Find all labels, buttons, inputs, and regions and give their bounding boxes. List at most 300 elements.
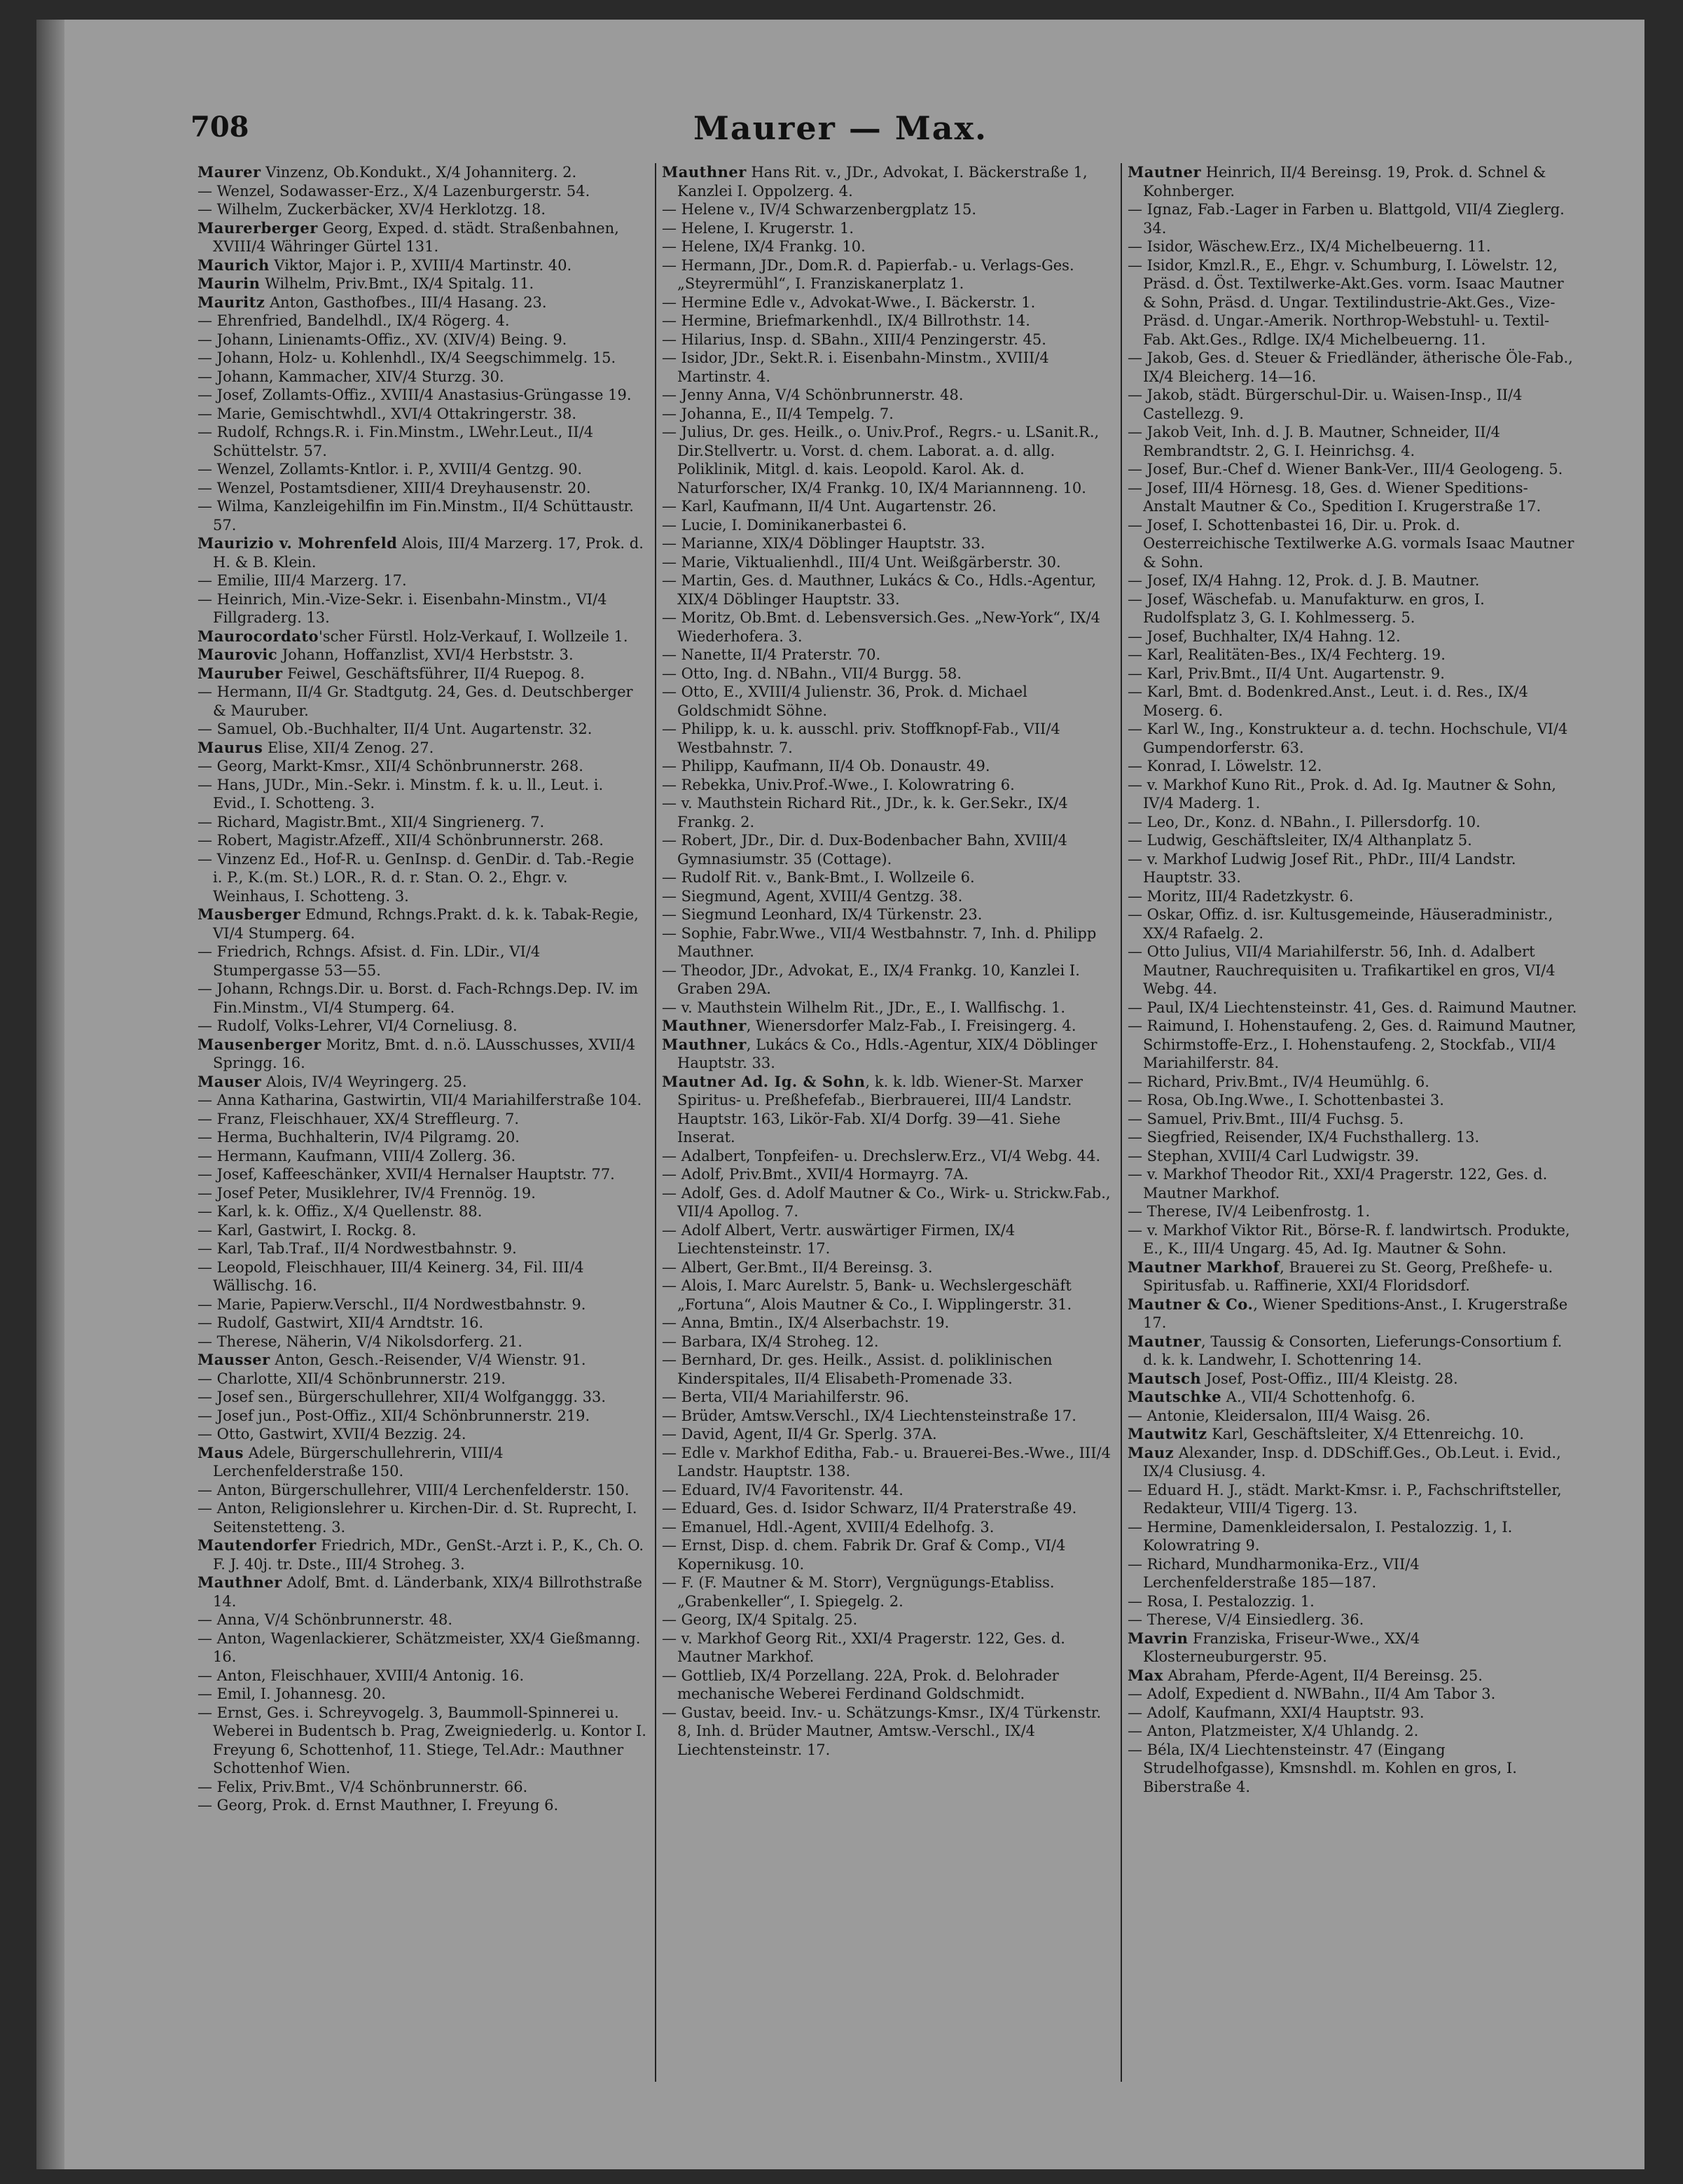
entry-text: — Robert, JDr., Dir. d. Dux-Bodenbacher Bahn, XVIII/4 Gymnasiumstr. 35 (Cottage). [662, 832, 1067, 868]
directory-entry [662, 349, 1111, 386]
entry-text: — Ehrenfried, Bandelhdl., IX/4 Rögerg. 4. [198, 312, 510, 329]
directory-entry [1128, 1741, 1577, 1797]
directory-entry [662, 924, 1111, 961]
directory-entry [198, 1110, 647, 1129]
directory-entry [662, 1611, 1111, 1629]
directory-entry [662, 1073, 1111, 1147]
directory-entry [1128, 776, 1577, 813]
directory-entry [198, 1036, 647, 1073]
directory-entry [1128, 757, 1577, 776]
entry-text: — Therese, IV/4 Leibenfrostg. 1. [1128, 1203, 1371, 1220]
directory-entry [198, 831, 647, 850]
directory-entry [198, 571, 647, 590]
entry-text: — Josef, Wäschefab. u. Manufakturw. en gros, I. Rudolfsplatz 3, G. I. Kohlmesserg. 5. [1128, 590, 1485, 626]
entry-text: — Siegmund, Agent, XVIII/4 Gentzg. 38. [662, 887, 963, 905]
directory-entry [1128, 1685, 1577, 1704]
entry-text: — Otto Julius, VII/4 Mariahilferstr. 56, Inh. d. Adalbert Mautner, Rauchrequisiten u. Trafikartikel en gros, VI/4 Webg. 44. [1128, 943, 1556, 997]
entry-surname: Mausser [198, 1351, 270, 1368]
entry-text: Georg, Exped. d. städt. Straßenbahnen, XVIII/4 Währinger Gürtel 131. [213, 219, 619, 255]
entry-text: Feiwel, Geschäftsführer, II/4 Ruepog. 8. [282, 665, 585, 682]
entry-text: — Eduard H. J., städt. Markt-Kmsr. i. P., Fachschriftsteller, Redakteur, VIII/4 Tigerg. 13. [1128, 1481, 1562, 1517]
directory-entry [662, 1351, 1111, 1388]
entry-text: — Georg, IX/4 Spitalg. 25. [662, 1611, 858, 1628]
entry-text: — Leo, Dr., Konz. d. NBahn., I. Pillersdorfg. 10. [1128, 813, 1481, 830]
entry-text: — Johann, Kammacher, XIV/4 Sturzg. 30. [198, 368, 504, 385]
entry-text: — Rudolf, Volks-Lehrer, VI/4 Corneliusg. 8. [198, 1017, 518, 1034]
entry-surname: Mautendorfer [198, 1536, 317, 1554]
directory-entry [198, 182, 647, 201]
directory-entry [662, 720, 1111, 757]
entry-text: — Josef, Bur.-Chef d. Wiener Bank-Ver., III/4 Geologeng. 5. [1128, 461, 1563, 478]
entry-text: — Helene, I. Krugerstr. 1. [662, 219, 854, 237]
entry-text: — Eduard, IV/4 Favoritenstr. 44. [662, 1481, 903, 1498]
entry-text: — Franz, Fleischhauer, XX/4 Streffleurg. 7. [198, 1110, 520, 1127]
entry-text: , Brauerei zu St. Georg, Preßhefe- u. Spiritusfab. u. Raffinerie, XXI/4 Floridsdorf. [1143, 1258, 1553, 1294]
entry-text: , k. k. ldb. Wiener-St. Marxer Spiritus- u. Preßhefefab., Bierbrauerei, III/4 Landstr. Hauptstr. 163, Likör-Fab. XI/4 Dorfg. 39—41. Siehe Inserat. [677, 1073, 1083, 1146]
entry-surname: Mauritz [198, 293, 265, 311]
entry-surname: Mautwitz [1128, 1425, 1207, 1442]
directory-entry [662, 553, 1111, 572]
entry-text: — Hermine, Damenkleidersalon, I. Pestalozzig. 1, I. Kolowratring 9. [1128, 1518, 1513, 1554]
entry-text: — Anton, Bürgerschullehrer, VIII/4 Lerchenfelderstr. 150. [198, 1481, 630, 1498]
entry-surname: Mauser [198, 1072, 262, 1090]
directory-entry [662, 794, 1111, 831]
directory-entry [662, 423, 1111, 497]
columns-container [198, 163, 1577, 2082]
directory-entry [1128, 1221, 1577, 1258]
directory-entry [1128, 1258, 1577, 1295]
column-1 [198, 163, 647, 2082]
entry-text: — Karl, Realitäten-Bes., IX/4 Fechterg. 19. [1128, 646, 1446, 663]
directory-entry [198, 1128, 647, 1147]
directory-entry [1128, 1722, 1577, 1741]
directory-entry [198, 1536, 647, 1573]
entry-text: — Johanna, E., II/4 Tempelg. 7. [662, 405, 894, 422]
directory-entry [198, 905, 647, 943]
entry-text: — Rudolf Rit. v., Bank-Bmt., I. Wollzeile 6. [662, 869, 975, 886]
directory-entry [662, 516, 1111, 535]
directory-entry [662, 219, 1111, 238]
directory-entry [662, 405, 1111, 424]
entry-text: — Karl, Tab.Traf., II/4 Nordwestbahnstr. 9. [198, 1240, 517, 1257]
directory-entry [1128, 1667, 1577, 1685]
directory-entry [198, 646, 647, 665]
entry-text: — Anton, Religionslehrer u. Kirchen-Dir. d. St. Ruprecht, I. Seitenstetteng. 3. [198, 1500, 637, 1536]
entry-text: — Richard, Magistr.Bmt., XII/4 Singrienerg. 7. [198, 813, 545, 830]
directory-entry [662, 200, 1111, 219]
entry-text: — Helene v., IV/4 Schwarzenbergplatz 15. [662, 201, 976, 218]
directory-entry [1128, 905, 1577, 943]
entry-text: — Siegmund Leonhard, IX/4 Türkenstr. 23. [662, 906, 983, 923]
directory-entry [198, 1407, 647, 1426]
directory-entry [198, 1165, 647, 1184]
directory-entry [662, 999, 1111, 1017]
directory-entry [662, 1165, 1111, 1184]
entry-text: — v. Markhof Viktor Rit., Börse-R. f. landwirtsch. Produkte, E., K., III/4 Ungarg. 45, Ad. Ig. Mautner & Sohn. [1128, 1221, 1570, 1257]
entry-text: — Therese, Näherin, V/4 Nikolsdorferg. 21. [198, 1333, 522, 1350]
entry-text: Alois, III/4 Marzerg. 17, Prok. d. H. & B. Klein. [213, 535, 644, 571]
directory-entry [662, 1536, 1111, 1573]
entry-text: — Josef, Kaffeeschänker, XVII/4 Hernalser Hauptstr. 77. [198, 1166, 615, 1183]
directory-entry [662, 1277, 1111, 1314]
directory-entry [1128, 1165, 1577, 1202]
directory-entry [198, 405, 647, 424]
entry-surname: Maurich [198, 256, 270, 274]
directory-entry [198, 274, 647, 293]
directory-entry [662, 293, 1111, 312]
directory-entry [198, 349, 647, 368]
directory-entry [198, 1388, 647, 1407]
directory-entry [198, 1685, 647, 1704]
entry-text: — Felix, Priv.Bmt., V/4 Schönbrunnerstr. 66. [198, 1778, 528, 1795]
entry-text: — Isidor, Kmzl.R., E., Ehgr. v. Schumburg, I. Löwelstr. 12, Präsd. d. Öst. Textilwerke-Akt.Ges. vorm. Isaac Mautner & Sohn, Präsd. d. Ungar. Textilindustrie-Akt.Ges., Vize-Präsd. d. Ungar.-Amerik. Northrop-Webstuhl- u. Textil-Fab. Akt.Ges., Rdlge. IX/4 Michelbeuerng. 11. [1128, 256, 1564, 348]
entry-text: Wilhelm, Priv.Bmt., IX/4 Spitalg. 11. [260, 275, 534, 292]
entry-text: — Rudolf, Rchngs.R. i. Fin.Minstm., LWehr.Leut., II/4 Schüttelstr. 57. [198, 424, 594, 459]
entry-text: — Samuel, Ob.-Buchhalter, II/4 Unt. Augartenstr. 32. [198, 721, 593, 737]
directory-entry [198, 1351, 647, 1370]
book-spine-shadow [36, 20, 64, 2169]
entry-text: — Josef, III/4 Hörnesg. 18, Ges. d. Wiener Speditions-Anstalt Mautner & Co., Spedition I. Krugerstraße 17. [1128, 479, 1542, 515]
directory-entry [1128, 200, 1577, 237]
directory-entry [198, 757, 647, 776]
directory-entry [662, 608, 1111, 646]
entry-text: — Karl, Kaufmann, II/4 Unt. Augartenstr. 26. [662, 498, 997, 515]
directory-entry [662, 1388, 1111, 1407]
directory-entry [1128, 571, 1577, 590]
entry-text: — Hermann, JDr., Dom.R. d. Papierfab.- u. Verlags-Ges. „Steyrermühl“, I. Franziskanerplatz 1. [662, 256, 1074, 292]
entry-text: — Friedrich, Rchngs. Afsist. d. Fin. LDir., VI/4 Stumpergasse 53—55. [198, 943, 541, 979]
directory-entry [1128, 590, 1577, 627]
directory-entry [198, 1796, 647, 1815]
column-divider [1121, 163, 1122, 2082]
entry-text: , Lukács & Co., Hdls.-Agentur, XIX/4 Döblinger Hauptstr. 33. [677, 1036, 1097, 1071]
directory-entry [1128, 163, 1577, 200]
entry-text: — Georg, Markt-Kmsr., XII/4 Schönbrunnerstr. 268. [198, 758, 583, 774]
directory-entry [198, 1481, 647, 1500]
directory-entry [198, 163, 647, 182]
entry-text: — Helene, IX/4 Frankg. 10. [662, 238, 866, 255]
directory-entry [1128, 1481, 1577, 1518]
directory-entry [198, 1611, 647, 1629]
entry-text: — Robert, Magistr.Afzeff., XII/4 Schönbrunnerstr. 268. [198, 832, 604, 849]
directory-entry [662, 683, 1111, 720]
directory-entry [198, 1184, 647, 1203]
directory-entry [1128, 1518, 1577, 1555]
directory-entry [198, 943, 647, 980]
entry-text: — v. Mauthstein Richard Rit., JDr., k. k. Ger.Sekr., IX/4 Frankg. 2. [662, 795, 1068, 830]
entry-text: — Berta, VII/4 Mariahilferstr. 96. [662, 1389, 909, 1405]
entry-surname: Maurovic [198, 646, 278, 663]
directory-entry [1128, 1592, 1577, 1611]
directory-entry [1128, 460, 1577, 479]
entry-text: , Wienersdorfer Malz-Fab., I. Freisingerg. 4. [746, 1017, 1076, 1034]
entry-text: — Karl, k. k. Offiz., X/4 Quellenstr. 88. [198, 1203, 483, 1220]
directory-entry [662, 1425, 1111, 1444]
entry-text: — Rebekka, Univ.Prof.-Wwe., I. Kolowratring 6. [662, 776, 1015, 793]
directory-entry [1128, 887, 1577, 906]
directory-entry [662, 646, 1111, 665]
entry-text: Elise, XII/4 Zenog. 27. [263, 739, 434, 756]
entry-text: — Josef, IX/4 Hahng. 12, Prok. d. J. B. Mautner. [1128, 572, 1480, 589]
directory-entry [662, 905, 1111, 924]
entry-text: — v. Markhof Kuno Rit., Prok. d. Ad. Ig. Mautner & Sohn, IV/4 Maderg. 1. [1128, 776, 1556, 812]
directory-entry [198, 683, 647, 720]
entry-text: Alois, IV/4 Weyringerg. 25. [261, 1073, 467, 1090]
entry-text: — Anton, Fleischhauer, XVIII/4 Antonig. 16. [198, 1667, 525, 1684]
entry-text: — Adolf, Priv.Bmt., XVII/4 Hormayrg. 7A. [662, 1166, 969, 1183]
entry-text: — Jakob, städt. Bürgerschul-Dir. u. Waisen-Insp., II/4 Castellezg. 9. [1128, 387, 1523, 422]
entry-surname: Mautsch [1128, 1369, 1202, 1387]
directory-entry [198, 200, 647, 219]
directory-entry [1128, 1704, 1577, 1723]
directory-entry [198, 850, 647, 906]
entry-text: Adolf, Bmt. d. Länderbank, XIX/4 Billrothstraße 14. [213, 1574, 642, 1610]
directory-entry [662, 1258, 1111, 1277]
entry-text: , Wiener Speditions-Anst., I. Krugerstraße 17. [1143, 1295, 1568, 1331]
directory-entry [198, 1444, 647, 1481]
entry-surname: Maurer [198, 163, 261, 181]
directory-entry [198, 1370, 647, 1389]
entry-text: — Philipp, k. u. k. ausschl. priv. Stoffknopf-Fab., VII/4 Westbahnstr. 7. [662, 721, 1060, 756]
entry-text: — Eduard, Ges. d. Isidor Schwarz, II/4 Praterstraße 49. [662, 1500, 1077, 1517]
entry-text: — Emil, I. Johannesg. 20. [198, 1685, 386, 1702]
directory-entry [1128, 831, 1577, 850]
entry-text: — Anton, Wagenlackierer, Schätzmeister, XX/4 Gießmanng. 16. [198, 1629, 641, 1665]
directory-entry [662, 1518, 1111, 1537]
directory-entry [198, 1778, 647, 1797]
entry-text: — Jenny Anna, V/4 Schönbrunnerstr. 48. [662, 387, 964, 403]
directory-entry [1128, 1073, 1577, 1092]
entry-text: — Otto, Ing. d. NBahn., VII/4 Burgg. 58. [662, 665, 962, 682]
entry-text: — Ernst, Disp. d. chem. Fabrik Dr. Graf & Comp., VI/4 Kopernikusg. 10. [662, 1537, 1066, 1573]
entry-text: — Marie, Papierw.Verschl., II/4 Nordwestbahnstr. 9. [198, 1295, 586, 1313]
directory-entry [198, 590, 647, 627]
directory-entry [1128, 1629, 1577, 1667]
directory-entry [198, 1147, 647, 1166]
entry-text: — Ludwig, Geschäftsleiter, IX/4 Althanplatz 5. [1128, 832, 1472, 849]
entry-text: — Sophie, Fabr.Wwe., VII/4 Westbahnstr. 7, Inh. d. Philipp Mauthner. [662, 924, 1097, 960]
directory-entry [1128, 1333, 1577, 1370]
entry-text: — Johann, Holz- u. Kohlenhdl., IX/4 Seegschimmelg. 15. [198, 349, 616, 366]
entry-text: — Samuel, Priv.Bmt., III/4 Fuchsg. 5. [1128, 1110, 1404, 1127]
entry-text: Adele, Bürgerschullehrerin, VIII/4 Lerchenfelderstraße 150. [213, 1444, 504, 1480]
entry-text: — Moritz, Ob.Bmt. d. Lebensversich.Ges. „New-York“, IX/4 Wiederhofera. 3. [662, 609, 1101, 645]
entry-text: — Josef jun., Post-Offiz., XII/4 Schönbrunnerstr. 219. [198, 1407, 590, 1424]
entry-text: — Stephan, XVIII/4 Carl Ludwigstr. 39. [1128, 1147, 1420, 1164]
entry-text: — Anna, Bmtin., IX/4 Alserbachstr. 19. [662, 1314, 950, 1331]
entry-text: Karl, Geschäftsleiter, X/4 Ettenreichg. 10. [1207, 1426, 1524, 1442]
entry-text: — Hermann, Kaufmann, VIII/4 Zollerg. 36. [198, 1147, 516, 1164]
column-3 [1128, 163, 1577, 2082]
directory-entry [1128, 1388, 1577, 1407]
directory-entry [198, 1333, 647, 1351]
entry-text: — Gottlieb, IX/4 Porzellang. 22A, Prok. d. Belohrader mechanische Weberei Ferdinand Goldschmidt. [662, 1667, 1059, 1702]
directory-entry [198, 1425, 647, 1444]
entry-text: — Julius, Dr. ges. Heilk., o. Univ.Prof., Regrs.- u. LSanit.R., Dir.Stellvertr. u. Vorst. d. chem. Laborat. a. d. allg. Poliklinik, Mitgl. d. kais. Leopold. Karol. Ak. d. Naturforscher, IX/4 Frankg. 10, IX/4 Mariannneng. 10. [662, 424, 1100, 496]
directory-entry [662, 1314, 1111, 1333]
entry-text: — Hilarius, Insp. d. SBahn., XIII/4 Penzingerstr. 45. [662, 331, 1046, 348]
entry-surname: Maurus [198, 738, 263, 756]
entry-text: — Marianne, XIX/4 Döblinger Hauptstr. 33. [662, 535, 985, 552]
entry-text: — Leopold, Fleischhauer, III/4 Keinerg. 34, Fil. III/4 Wällischg. 16. [198, 1258, 584, 1294]
directory-entry [1128, 1611, 1577, 1629]
entry-text: Franziska, Friseur-Wwe., XX/4 Klosterneuburgerstr. 95. [1143, 1629, 1420, 1665]
directory-entry [198, 460, 647, 479]
directory-entry [1128, 256, 1577, 349]
directory-entry [198, 331, 647, 349]
entry-text: Edmund, Rchngs.Prakt. d. k. k. Tabak-Regie, VI/4 Stumperg. 64. [213, 906, 639, 942]
entry-text: 'scher Fürstl. Holz-Verkauf, I. Wollzeile 1. [319, 627, 628, 645]
directory-entry [1128, 850, 1577, 887]
entry-surname: Mautner & Co. [1128, 1295, 1254, 1313]
directory-entry [662, 1667, 1111, 1704]
directory-entry [198, 627, 647, 646]
entry-text: — Hans, JUDr., Min.-Sekr. i. Minstm. f. k. u. ll., Leut. i. Evid., I. Schotteng. 3. [198, 776, 604, 812]
entry-surname: Mautner Ad. Ig. & Sohn [662, 1072, 866, 1090]
directory-entry [1128, 1370, 1577, 1389]
entry-text: — v. Markhof Georg Rit., XXI/4 Pragerstr. 122, Ges. d. Mautner Markhof. [662, 1629, 1065, 1665]
entry-text: — Rudolf, Gastwirt, XII/4 Arndtstr. 16. [198, 1314, 484, 1331]
entry-text: Anton, Gesch.-Reisender, V/4 Wienstr. 91. [270, 1351, 586, 1368]
entry-text: — Edle v. Markhof Editha, Fab.- u. Brauerei-Bes.-Wwe., III/4 Landstr. Hauptstr. 138. [662, 1444, 1111, 1480]
directory-entry [198, 1499, 647, 1536]
directory-entry [1128, 813, 1577, 832]
entry-text: — v. Markhof Ludwig Josef Rit., PhDr., III/4 Landstr. Hauptstr. 33. [1128, 850, 1516, 886]
directory-entry [662, 961, 1111, 999]
entry-text: — Ernst, Ges. i. Schreyvogelg. 3, Baummoll-Spinnerei u. Weberei in Budentsch b. Prag, Zweigniederlg. u. Kontor I. Freyung 6, Schottenhof, 11. Stiege, Tel.Adr.: Mauthner Schottenhof Wien. [198, 1704, 646, 1776]
entry-text: — Georg, Prok. d. Ernst Mauthner, I. Freyung 6. [198, 1797, 559, 1814]
directory-entry [662, 237, 1111, 256]
entry-text: — Jakob Veit, Inh. d. J. B. Mautner, Schneider, II/4 Rembrandtstr. 2, G. I. Heinrichsg. 4. [1128, 424, 1501, 459]
entry-text: — F. (F. Mautner & M. Storr), Vergnügungs-Etabliss. „Grabenkeller“, I. Spiegelg. 2. [662, 1574, 1055, 1610]
entry-text: — Josef, I. Schottenbastei 16, Dir. u. Prok. d. Oesterreichische Textilwerke A.G. vormals Isaac Mautner & Sohn. [1128, 516, 1574, 571]
directory-entry [198, 423, 647, 460]
entry-text: — Johann, Linienamts-Offiz., XV. (XIV/4) Being. 9. [198, 331, 567, 348]
entry-text: — Anna, V/4 Schönbrunnerstr. 48. [198, 1611, 453, 1628]
entry-surname: Mautner Markhof [1128, 1258, 1280, 1276]
entry-text: — Josef Peter, Musiklehrer, IV/4 Frennög. 19. [198, 1184, 536, 1202]
directory-entry [198, 497, 647, 534]
entry-text: — Wilma, Kanzleigehilfin im Fin.Minstm., II/4 Schüttaustr. 57. [198, 498, 634, 534]
directory-entry [662, 1017, 1111, 1036]
entry-text: — Paul, IX/4 Liechtensteinstr. 41, Ges. d. Raimund Mautner. [1128, 999, 1577, 1016]
directory-entry [1128, 999, 1577, 1017]
directory-entry [662, 1407, 1111, 1426]
entry-text: Friedrich, MDr., GenSt.-Arzt i. P., K., Ch. O. F. J. 40j. tr. Dste., III/4 Stroheg. 3. [213, 1537, 644, 1573]
directory-entry [1128, 1110, 1577, 1129]
entry-text: — Otto, E., XVIII/4 Julienstr. 36, Prok. d. Michael Goldschmidt Söhne. [662, 683, 1027, 719]
entry-text: — Wenzel, Sodawasser-Erz., X/4 Lazenburgerstr. 54. [198, 182, 590, 200]
entry-surname: Mauthner [662, 1017, 747, 1034]
entry-text: — Anton, Platzmeister, X/4 Uhlandg. 2. [1128, 1723, 1419, 1739]
directory-entry [662, 1704, 1111, 1760]
entry-text: , Taussig & Consorten, Lieferungs-Consortium f. d. k. k. Landwehr, I. Schottenring 14. [1143, 1333, 1563, 1368]
directory-entry [662, 163, 1111, 200]
entry-surname: Maurocordato [198, 627, 319, 645]
directory-entry [198, 1704, 647, 1778]
directory-entry [1128, 1202, 1577, 1221]
directory-entry [198, 219, 647, 256]
directory-entry [662, 1036, 1111, 1073]
directory-entry [662, 665, 1111, 683]
entry-text: — Alois, I. Marc Aurelstr. 5, Bank- u. Wechslergeschäft „Fortuna“, Alois Mautner & Co., I. Wipplingerstr. 31. [662, 1277, 1072, 1313]
entry-text: — Herma, Buchhalterin, IV/4 Pilgramg. 20. [198, 1129, 520, 1146]
entry-text: A., VII/4 Schottenhofg. 6. [1221, 1389, 1415, 1405]
directory-entry [198, 479, 647, 498]
directory-entry [1128, 1407, 1577, 1426]
directory-entry [198, 1667, 647, 1685]
entry-text: — Gustav, beeid. Inv.- u. Schätzungs-Kmsr., IX/4 Türkenstr. 8, Inh. d. Brüder Mautner, Amtsw.-Verschl., IX/4 Liechtensteinstr. 17. [662, 1704, 1102, 1758]
directory-entry [1128, 1295, 1577, 1333]
directory-entry [1128, 1128, 1577, 1147]
directory-entry [198, 813, 647, 832]
entry-text: — Philipp, Kaufmann, II/4 Ob. Donaustr. 49. [662, 758, 990, 774]
entry-text: — Hermann, II/4 Gr. Stadtgutg. 24, Ges. d. Deutschberger & Mauruber. [198, 683, 633, 719]
entry-text: — Konrad, I. Löwelstr. 12. [1128, 758, 1322, 774]
entry-text: — v. Mauthstein Wilhelm Rit., JDr., E., I. Wallfischg. 1. [662, 999, 1065, 1016]
directory-entry [1128, 479, 1577, 516]
entry-text: — Béla, IX/4 Liechtensteinstr. 47 (Eingang Strudelhofgasse), Kmsnshdl. m. Kohlen en gros, I. Biberstraße 4. [1128, 1741, 1517, 1795]
column-2 [662, 163, 1111, 2082]
entry-text: — Josef, Zollamts-Offiz., XVIII/4 Anastasius-Grüngasse 19. [198, 387, 632, 403]
entry-text: — Rosa, Ob.Ing.Wwe., I. Schottenbastei 3. [1128, 1092, 1444, 1108]
directory-entry [1128, 386, 1577, 423]
entry-text: — Adolf, Expedient d. NWBahn., II/4 Am Tabor 3. [1128, 1685, 1496, 1702]
entry-text: — Lucie, I. Dominikanerbastei 6. [662, 516, 907, 534]
entry-text: Vinzenz, Ob.Kondukt., X/4 Johanniterg. 2. [261, 164, 577, 181]
directory-entry [198, 386, 647, 405]
directory-page [36, 20, 1644, 2169]
entry-surname: Mauz [1128, 1443, 1175, 1461]
entry-text: — Wenzel, Zollamts-Kntlor. i. P., XVIII/4 Gentzg. 90. [198, 461, 583, 478]
directory-entry [1128, 1444, 1577, 1481]
entry-text: — Siegfried, Reisender, IX/4 Fuchsthallerg. 13. [1128, 1129, 1480, 1146]
entry-text: — Richard, Priv.Bmt., IV/4 Heumühlg. 6. [1128, 1073, 1429, 1090]
entry-text: — Charlotte, XII/4 Schönbrunnerstr. 219. [198, 1370, 506, 1387]
directory-entry [198, 665, 647, 683]
directory-entry [198, 368, 647, 387]
entry-text: — Richard, Mundharmonika-Erz., VII/4 Lerchenfelderstraße 185—187. [1128, 1555, 1420, 1591]
entry-text: — Otto, Gastwirt, XVII/4 Bezzig. 24. [198, 1426, 466, 1442]
entry-text: — Albert, Ger.Bmt., II/4 Bereinsg. 3. [662, 1258, 933, 1276]
directory-entry [662, 776, 1111, 795]
directory-entry [662, 1573, 1111, 1611]
directory-entry [662, 757, 1111, 776]
entry-text: — Martin, Ges. d. Mauthner, Lukács & Co., Hdls.-Agentur, XIX/4 Döblinger Hauptstr. 33. [662, 572, 1097, 608]
entry-text: — Emilie, III/4 Marzerg. 17. [198, 572, 407, 589]
entry-text: — Rosa, I. Pestalozzig. 1. [1128, 1592, 1315, 1610]
entry-text: — Theodor, JDr., Advokat, E., IX/4 Frankg. 10, Kanzlei I. Graben 29A. [662, 961, 1080, 997]
directory-entry [1128, 1425, 1577, 1444]
directory-entry [198, 1017, 647, 1036]
entry-text: — Josef, Buchhalter, IX/4 Hahng. 12. [1128, 627, 1401, 645]
directory-entry [1128, 1091, 1577, 1110]
directory-entry [1128, 423, 1577, 460]
directory-entry [662, 1184, 1111, 1221]
directory-entry [662, 571, 1111, 608]
entry-surname: Maurizio v. Mohrenfeld [198, 534, 398, 552]
directory-entry [1128, 1147, 1577, 1166]
entry-text: — Isidor, JDr., Sekt.R. i. Eisenbahn-Minstm., XVIII/4 Martinstr. 4. [662, 349, 1049, 385]
entry-text: Viktor, Major i. P., XVIII/4 Martinstr. 40. [269, 256, 572, 274]
directory-entry [198, 1258, 647, 1295]
entry-surname: Mauruber [198, 664, 283, 682]
directory-entry [1128, 627, 1577, 646]
directory-entry [198, 980, 647, 1017]
entry-text: — Marie, Viktualienhdl., III/4 Unt. Weißgärberstr. 30. [662, 553, 1061, 571]
entry-text: — Johann, Rchngs.Dir. u. Borst. d. Fach-Rchngs.Dep. IV. im Fin.Minstm., VI/4 Stumperg. 64. [198, 980, 639, 1016]
entry-text: — Hermine Edle v., Advokat-Wwe., I. Bäckerstr. 1. [662, 293, 1036, 311]
